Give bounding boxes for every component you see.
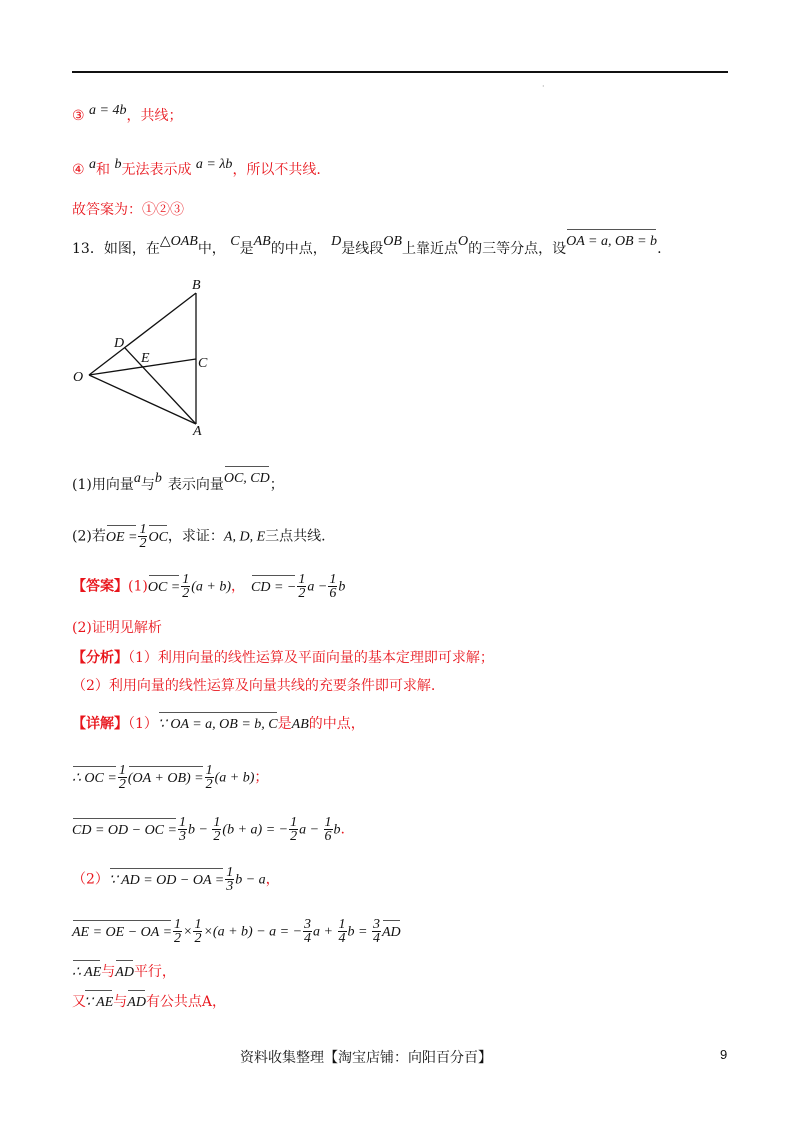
- numerator: 1: [213, 815, 221, 830]
- numerator: 1: [290, 815, 298, 830]
- math-b: b: [114, 157, 122, 172]
- text: 表示向量: [167, 477, 224, 493]
- math: ∴ OC =: [72, 769, 117, 789]
- math-OE: OE =: [106, 528, 138, 548]
- numerator: 1: [338, 917, 346, 932]
- text: ，求证：: [167, 528, 224, 545]
- scan-dot: ·: [542, 82, 545, 91]
- fraction: [138, 523, 147, 550]
- text: 与: [101, 964, 116, 980]
- denominator: 3: [226, 879, 234, 894]
- text: （2）: [72, 871, 109, 888]
- numerator: 1: [329, 572, 337, 587]
- numerator: 3: [304, 917, 312, 932]
- denominator: 3: [178, 829, 186, 844]
- label-C: C: [198, 356, 208, 371]
- analysis-line-1: [72, 648, 494, 668]
- math-OC: OC: [148, 528, 167, 548]
- math-AB: AB: [291, 717, 309, 732]
- math-a-eq-lambda-b: a = λb: [195, 157, 233, 172]
- numerator: 1: [194, 917, 202, 932]
- math-b: b: [154, 471, 162, 486]
- text: 平行，: [133, 964, 176, 980]
- analysis-tag: 【分析】: [72, 650, 128, 666]
- page-number: 9: [720, 1047, 728, 1062]
- fraction: [181, 573, 190, 600]
- answer-part-2: (2)证明见解析: [72, 620, 162, 636]
- header-rule: [72, 71, 728, 73]
- numerator: 1: [226, 865, 234, 880]
- denominator: 2: [213, 829, 221, 844]
- denominator: 2: [174, 931, 182, 946]
- fraction: [289, 816, 298, 843]
- part-1-question: [72, 471, 284, 496]
- label-A: A: [193, 424, 202, 437]
- math: a +: [313, 924, 337, 940]
- fraction: [324, 816, 333, 843]
- detail-line-1: [72, 714, 365, 735]
- math-a: a: [133, 471, 141, 486]
- footer-text: 资料收集整理【淘宝店铺：向阳百分百】: [240, 1050, 492, 1066]
- equation-4: [72, 918, 401, 945]
- text: 13．如图，在: [72, 241, 160, 257]
- denominator: 6: [329, 586, 337, 601]
- denominator: 2: [194, 931, 202, 946]
- denominator: 6: [324, 829, 332, 844]
- text: 无法表示成: [121, 162, 192, 178]
- text: 与: [140, 477, 155, 493]
- text: 中，: [197, 241, 226, 257]
- equation-3: [72, 866, 280, 893]
- numerator: 1: [174, 917, 182, 932]
- equation-2: [72, 816, 345, 843]
- detail-tag: 【详解】: [72, 716, 128, 732]
- text: ；: [254, 769, 269, 786]
- math: a −: [299, 822, 323, 838]
- fraction: [297, 573, 306, 600]
- text: (1): [128, 578, 148, 595]
- numerator: 1: [298, 572, 306, 587]
- fraction: [328, 573, 337, 600]
- label-B: B: [192, 278, 201, 293]
- text: .: [340, 821, 345, 838]
- answer-summary: 故答案为：①②③: [72, 202, 184, 218]
- math-AB: AB: [253, 234, 271, 249]
- segment-OA: [89, 375, 196, 424]
- text: ；: [269, 477, 284, 493]
- item-number: ④: [72, 162, 85, 178]
- text: ，: [231, 578, 246, 595]
- text: (1)用向量: [72, 477, 134, 493]
- math: (a + b): [214, 770, 255, 786]
- text: （1）利用向量的线性运算及平面向量的基本定理即可求解；: [128, 650, 494, 666]
- math-OC: OC =: [148, 578, 180, 598]
- numerator: 1: [178, 815, 186, 830]
- denominator: 2: [139, 536, 147, 551]
- math: b: [338, 579, 346, 595]
- math: AE = OE − OA =: [72, 923, 172, 943]
- math: ∵ OA = a, OB = b, C: [158, 715, 278, 735]
- math-vectors: OC, CD: [224, 469, 270, 489]
- math-points: A, D, E: [223, 529, 266, 545]
- fraction: [118, 764, 127, 791]
- analysis-line-2: （2）利用向量的线性运算及向量共线的充要条件即可求解.: [72, 678, 436, 694]
- answer-line: [72, 573, 345, 600]
- math-vector-def: OA = a, OB = b: [566, 232, 657, 252]
- text: 和: [96, 162, 111, 178]
- math: CD = OD − OC =: [72, 821, 177, 841]
- triangle-figure: [72, 277, 222, 437]
- text: 的中点，: [308, 716, 365, 732]
- fraction: [303, 918, 312, 945]
- text: 是: [239, 241, 254, 257]
- math-CD: CD = −: [251, 578, 296, 598]
- text: 与: [113, 994, 128, 1010]
- text: 三点共线.: [265, 528, 326, 545]
- text: 上靠近点: [401, 241, 458, 257]
- label-O: O: [73, 370, 84, 385]
- denominator: 4: [372, 931, 380, 946]
- math: AD: [115, 963, 134, 983]
- math-O: O: [457, 234, 469, 249]
- math-OB: OB: [383, 234, 402, 249]
- fraction: [338, 918, 347, 945]
- math: (OA + OB) =: [128, 769, 204, 789]
- numerator: 1: [324, 815, 332, 830]
- fraction: [372, 918, 381, 945]
- denominator: 4: [304, 931, 312, 946]
- equation-1: [72, 764, 268, 791]
- text: ，: [265, 871, 280, 888]
- math-a-eq-4b: a = 4b: [89, 103, 127, 118]
- item-number: ③: [72, 108, 85, 124]
- numerator: 1: [139, 522, 147, 537]
- math: ×: [183, 924, 193, 940]
- math: b: [333, 822, 341, 838]
- numerator: 1: [182, 572, 190, 587]
- text: ，共线；: [126, 108, 183, 124]
- label-E: E: [141, 351, 150, 366]
- numerator: 1: [205, 763, 213, 778]
- fraction: [178, 816, 187, 843]
- text: 的中点，: [270, 241, 327, 257]
- fraction: [173, 918, 182, 945]
- text: （1）: [128, 716, 158, 732]
- text: 有公共点A，: [145, 994, 227, 1010]
- conclusion-1: [72, 962, 176, 983]
- text: 是: [277, 716, 292, 732]
- fraction: [212, 816, 221, 843]
- denominator: 2: [290, 829, 298, 844]
- math-AE: ∵ AE: [84, 993, 113, 1013]
- math: a −: [307, 579, 328, 595]
- conclusion-2: 又∵ AE与AD有公共点A，: [72, 992, 226, 1013]
- math: ×(a + b) − a = −: [203, 924, 303, 940]
- fraction: [205, 764, 214, 791]
- math: (b + a) = −: [222, 822, 289, 838]
- math: (a + b): [191, 579, 232, 595]
- segment-DA: [125, 348, 196, 424]
- denominator: 2: [182, 586, 190, 601]
- math-a: a: [89, 157, 97, 172]
- denominator: 2: [205, 777, 213, 792]
- text: 是线段: [341, 241, 384, 257]
- numerator: 1: [118, 763, 126, 778]
- denominator: 2: [118, 777, 126, 792]
- math-C: C: [230, 234, 240, 249]
- item-3-line: [72, 103, 183, 127]
- question-13: [72, 234, 662, 260]
- math: b =: [347, 924, 371, 940]
- text: 的三等分点，设: [468, 241, 567, 257]
- fraction: [193, 918, 202, 945]
- answer-tag: 【答案】: [72, 578, 128, 595]
- denominator: 4: [338, 931, 346, 946]
- fraction: [225, 866, 234, 893]
- numerator: 3: [372, 917, 380, 932]
- math-D: D: [331, 234, 342, 249]
- text: ，所以不共线.: [232, 162, 321, 178]
- part-2-question: [72, 523, 326, 550]
- label-D: D: [114, 336, 125, 351]
- math: b − a: [235, 872, 266, 888]
- text: (2)若: [72, 528, 106, 545]
- math-triangle: △OAB: [159, 234, 198, 249]
- math: b −: [187, 822, 212, 838]
- denominator: 2: [298, 586, 306, 601]
- math: ∴ AE: [72, 963, 101, 983]
- item-4-line: [72, 157, 321, 181]
- math: ∵ AD = OD − OA =: [109, 871, 224, 891]
- math: AD: [127, 993, 146, 1013]
- math: AD: [382, 923, 401, 943]
- text: .: [657, 241, 662, 257]
